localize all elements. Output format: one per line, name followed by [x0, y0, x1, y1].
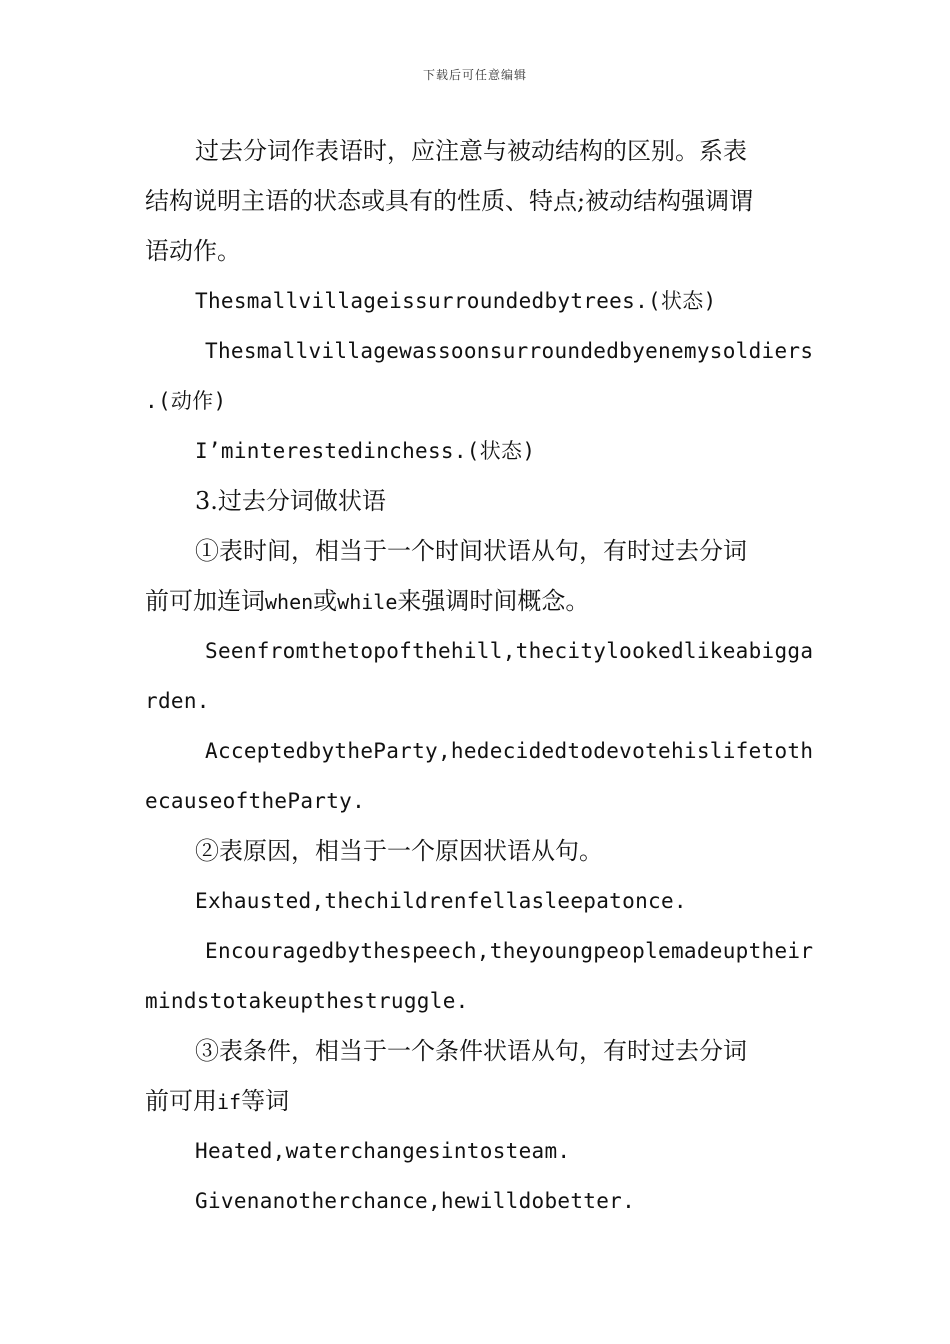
example-sentence: .(动作)	[145, 389, 227, 413]
example-sentence: ecauseoftheParty.	[145, 789, 366, 813]
paragraph-line: ③表条件，相当于一个条件状语从句，有时过去分词	[195, 1037, 747, 1065]
section-heading: 3.过去分词做状语	[195, 487, 386, 515]
paragraph-line: 语动作。	[145, 237, 241, 265]
example-sentence: Exhausted,thechildrenfellasleepatonce.	[195, 889, 687, 913]
example-sentence: rden.	[145, 689, 210, 713]
page-header: 下载后可任意编辑	[422, 68, 527, 82]
keyword: if	[217, 1090, 242, 1114]
paragraph-line: 结构说明主语的状态或具有的性质、特点;被动结构强调谓	[145, 187, 754, 215]
paragraph-line	[145, 1076, 807, 1126]
text-fragment: 等词	[241, 1087, 290, 1115]
text-fragment: 来强调时间概念。	[397, 587, 590, 615]
paragraph-line: 过去分词作表语时，应注意与被动结构的区别。系表	[195, 137, 747, 165]
example-sentence: Thesmallvillagewassoonsurroundedbyenemysoldiers	[205, 339, 814, 363]
text-fragment: 或	[313, 587, 338, 615]
document-body	[145, 126, 814, 1226]
paragraph-line: ②表原因，相当于一个原因状语从句。	[195, 837, 603, 865]
example-sentence: Seenfromthetopofthehill,thecitylookedlikeabigga	[205, 639, 814, 663]
example-sentence: Encouragedbythespeech,theyoungpeoplemadeuptheir	[205, 939, 814, 963]
text-fragment: 前可加连词	[145, 587, 265, 615]
example-sentence: mindstotakeupthestruggle.	[145, 989, 469, 1013]
example-sentence: Heated,waterchangesintosteam.	[195, 1139, 571, 1163]
keyword: while	[337, 590, 398, 614]
paragraph-line: ①表时间，相当于一个时间状语从句，有时过去分词	[195, 537, 747, 565]
example-sentence: Givenanotherchance,hewilldobetter.	[195, 1189, 636, 1213]
example-sentence: AcceptedbytheParty,hedecidedtodevotehislifetoth	[205, 739, 814, 763]
example-sentence: Thesmallvillageissurroundedbytrees.(状态)	[195, 289, 717, 313]
keyword: when	[265, 590, 314, 614]
example-sentence: I’minterestedinchess.(状态)	[195, 439, 536, 463]
paragraph-line	[145, 576, 807, 626]
text-fragment: 前可用	[145, 1087, 217, 1115]
